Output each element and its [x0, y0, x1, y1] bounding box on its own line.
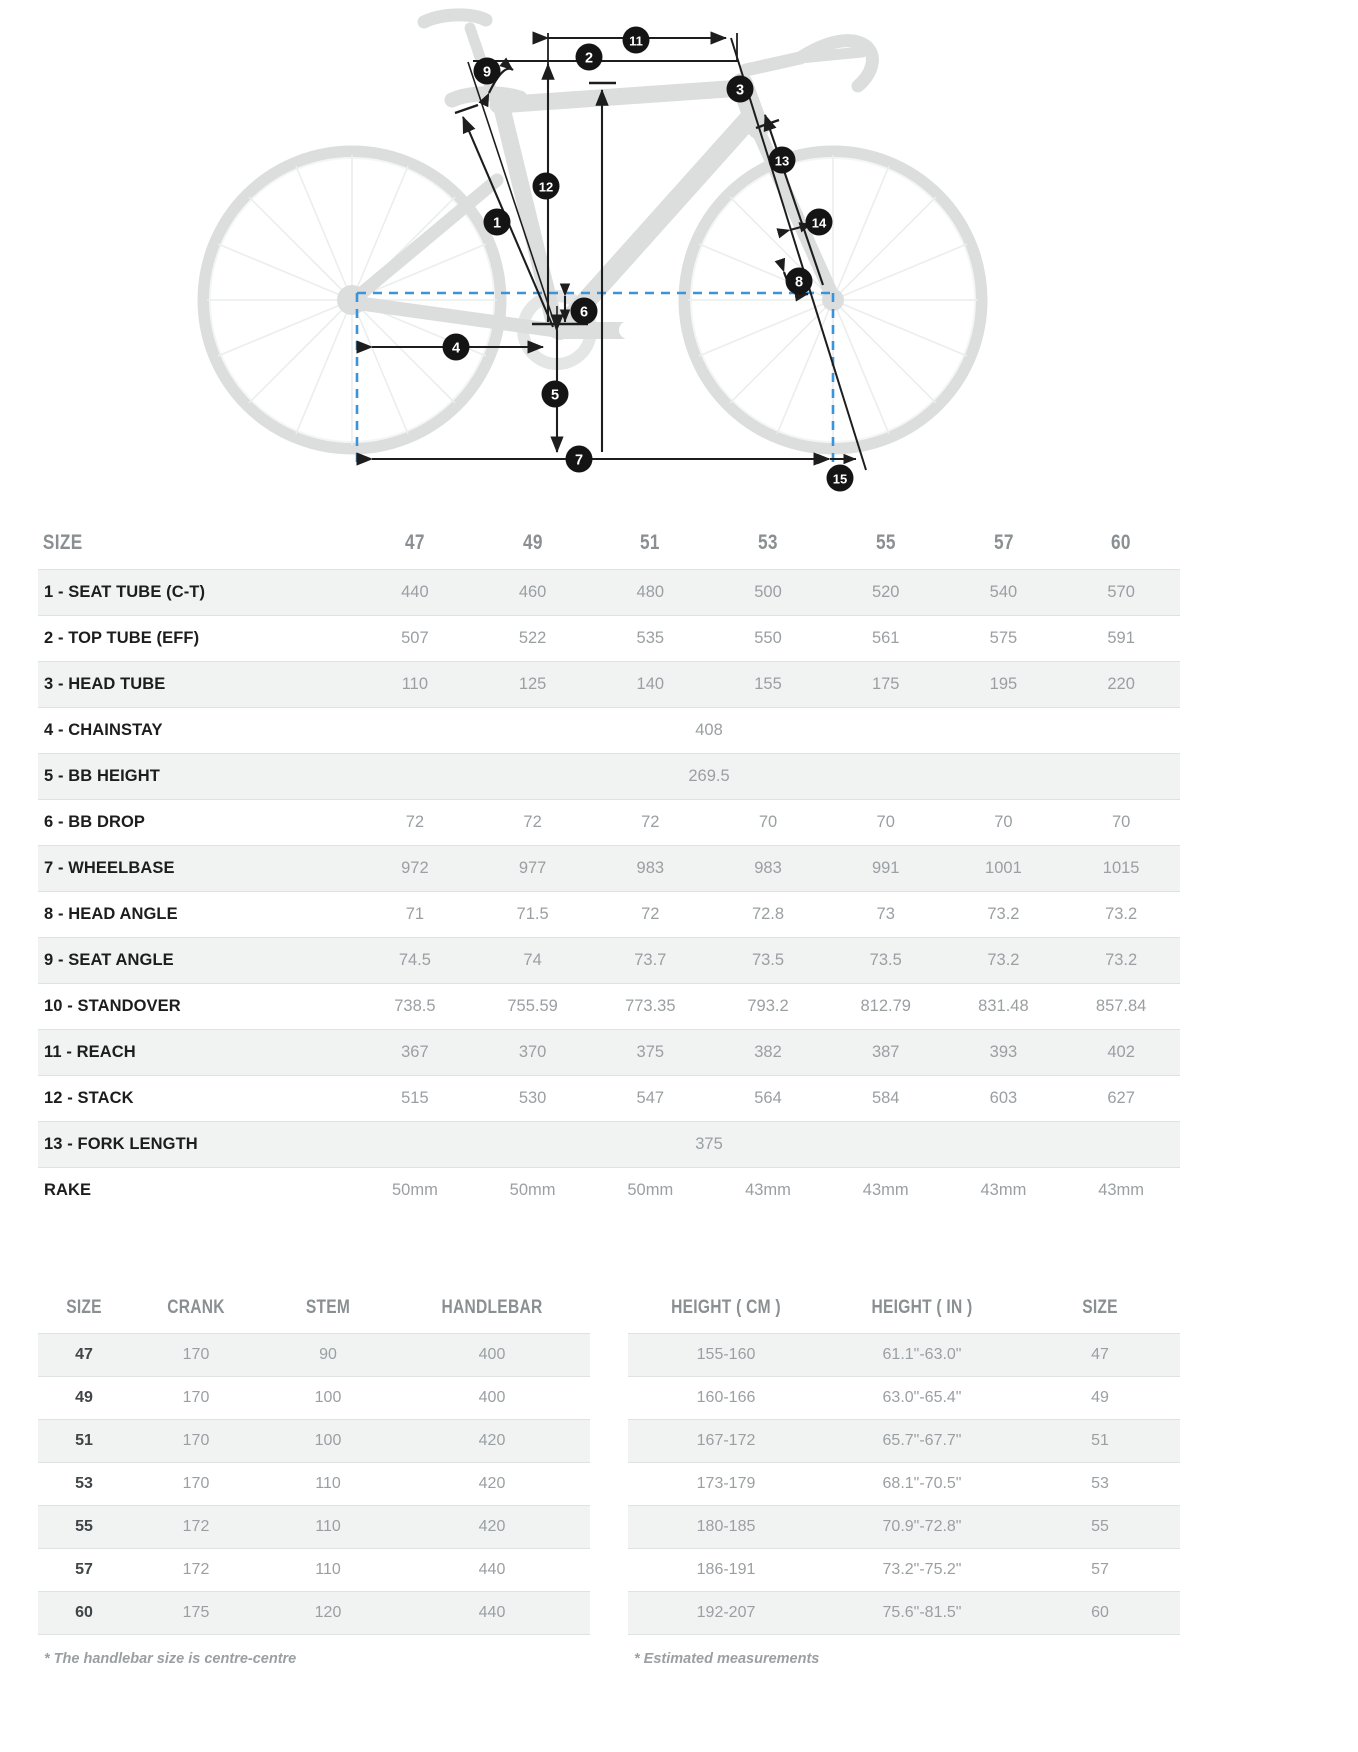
cell: 71.5 — [516, 905, 549, 923]
component-header-handlebar: HANDLEBAR — [441, 1297, 543, 1318]
cell-height-in: 70.9"-72.8" — [882, 1518, 962, 1535]
cell-height-cm: 180-185 — [696, 1518, 756, 1535]
cell: 983 — [636, 859, 665, 877]
row-label: 12 - STACK — [44, 1089, 134, 1107]
cell: 627 — [1107, 1089, 1135, 1107]
table-row — [628, 1506, 1180, 1549]
cell: 195 — [989, 675, 1018, 693]
cell: 530 — [518, 1089, 547, 1107]
cell: 43mm — [980, 1181, 1027, 1199]
callout-badge-3 — [727, 76, 754, 103]
table-row — [38, 846, 1180, 892]
cell: 738.5 — [394, 997, 436, 1015]
cell: 71 — [405, 905, 425, 923]
cell: 125 — [518, 675, 547, 693]
cell-height-in: 73.2"-75.2" — [882, 1561, 962, 1578]
cell: 175 — [871, 675, 900, 693]
row-label: 5 - BB HEIGHT — [44, 767, 160, 785]
cell: 73.5 — [869, 951, 902, 969]
callout-badge-5 — [542, 381, 569, 408]
geometry-table-header-row — [38, 515, 1180, 570]
cell: 220 — [1107, 675, 1135, 693]
cell: 70 — [876, 813, 895, 831]
table-row — [628, 1549, 1180, 1592]
cell-size: 51 — [75, 1432, 93, 1449]
cell-size: 60 — [1091, 1604, 1109, 1621]
cell-height-cm: 173-179 — [696, 1475, 756, 1492]
cell: 70 — [1111, 813, 1131, 831]
svg-text:8: 8 — [794, 274, 804, 291]
cell: 460 — [518, 583, 547, 601]
measure-fork-length — [765, 115, 823, 285]
row-label: RAKE — [44, 1181, 92, 1199]
component-header-crank: CRANK — [167, 1297, 225, 1318]
cell-height-in: 63.0"-65.4" — [882, 1389, 962, 1406]
table-row — [38, 662, 1180, 708]
cell-size: 47 — [1091, 1346, 1109, 1363]
table-row — [38, 800, 1180, 846]
cell: 1015 — [1102, 859, 1140, 877]
callout-badge-14 — [806, 209, 833, 236]
table-row — [38, 984, 1180, 1030]
row-label: 10 - STANDOVER — [44, 997, 181, 1015]
cell: 155 — [754, 675, 782, 693]
cell: 522 — [518, 629, 547, 647]
cell: 382 — [754, 1043, 782, 1061]
component-table-container — [38, 1291, 590, 1667]
cell: 550 — [754, 629, 782, 647]
cell-handlebar: 400 — [478, 1346, 506, 1363]
diagram-svg — [0, 0, 1358, 515]
cell-crank: 172 — [182, 1518, 210, 1535]
svg-text:3: 3 — [735, 82, 745, 99]
callout-badge-11 — [623, 27, 650, 54]
table-row — [38, 1076, 1180, 1122]
cell: 50mm — [391, 1181, 438, 1199]
cell: 983 — [754, 859, 782, 877]
table-row — [38, 938, 1180, 984]
cell-stem: 120 — [314, 1604, 342, 1621]
table-row — [38, 1463, 590, 1506]
cell-handlebar: 420 — [478, 1518, 506, 1535]
rider-table-header-row — [628, 1291, 1180, 1334]
cell: 73.2 — [987, 951, 1020, 969]
callout-badge-12 — [533, 173, 560, 200]
callout-badge-1 — [484, 209, 511, 236]
cell-size: 53 — [1091, 1475, 1109, 1492]
geometry-header-size-60: 60 — [1111, 531, 1132, 554]
cell: 375 — [636, 1043, 665, 1061]
callout-badge-8 — [786, 268, 813, 295]
table-row — [38, 1420, 590, 1463]
cell: 547 — [636, 1089, 665, 1107]
cell-height-in: 68.1"-70.5" — [882, 1475, 962, 1492]
cell: 73.2 — [1105, 951, 1138, 969]
cell: 72 — [641, 813, 660, 831]
cell: 74 — [523, 951, 542, 969]
cell-handlebar: 420 — [478, 1432, 506, 1449]
cell: 977 — [518, 859, 547, 877]
table-row — [38, 708, 1180, 754]
cell: 43mm — [1098, 1181, 1145, 1199]
row-label: 6 - BB DROP — [44, 813, 146, 831]
cell: 72.8 — [751, 905, 785, 923]
geometry-header-size: SIZE — [42, 531, 83, 554]
component-table-footnote: * The handlebar size is centre-centre — [44, 1651, 297, 1667]
measure-head-tube-axis — [731, 38, 866, 470]
cell-crank: 170 — [182, 1432, 210, 1449]
geometry-table-body — [38, 570, 1180, 1214]
geometry-header-size-55: 55 — [875, 531, 896, 554]
bottom-spacer — [0, 1667, 1358, 1689]
cell: 73.7 — [634, 951, 667, 969]
table-row — [38, 1549, 590, 1592]
cell: 991 — [871, 859, 900, 877]
bike-geometry-diagram — [0, 0, 1358, 515]
table-row — [38, 1592, 590, 1635]
cell-stem: 100 — [314, 1432, 342, 1449]
callout-badge-2 — [576, 44, 603, 71]
cell: 755.59 — [507, 997, 558, 1015]
geometry-header-size-47: 47 — [404, 531, 425, 554]
table-row — [38, 570, 1180, 616]
cell-size: 60 — [75, 1604, 93, 1621]
table-row — [38, 1506, 590, 1549]
cell-size: 57 — [75, 1561, 93, 1578]
row-label: 13 - FORK LENGTH — [44, 1135, 198, 1153]
cell-height-cm: 186-191 — [696, 1561, 756, 1578]
table-row — [628, 1420, 1180, 1463]
cell-height-cm: 155-160 — [696, 1346, 756, 1363]
cell: 793.2 — [747, 997, 789, 1015]
component-table-header-row — [38, 1291, 590, 1334]
table-row — [38, 1334, 590, 1377]
cell: 591 — [1107, 629, 1135, 647]
svg-text:13: 13 — [774, 153, 790, 169]
component-table-body — [38, 1334, 590, 1635]
cell-stem: 110 — [315, 1475, 341, 1492]
lower-tables — [0, 1213, 1358, 1667]
cell: 603 — [989, 1089, 1018, 1107]
cell: 367 — [401, 1043, 429, 1061]
component-header-size: SIZE — [66, 1297, 102, 1318]
table-row — [628, 1463, 1180, 1506]
cell: 387 — [871, 1043, 900, 1061]
cell-crank: 170 — [182, 1346, 210, 1363]
svg-text:7: 7 — [574, 452, 584, 469]
cell-handlebar: 420 — [478, 1475, 506, 1492]
row-label: 2 - TOP TUBE (EFF) — [44, 629, 200, 647]
geometry-header-size-53: 53 — [758, 531, 778, 554]
rider-table — [628, 1291, 1180, 1635]
rider-table-container — [628, 1291, 1180, 1667]
cell: 50mm — [509, 1181, 556, 1199]
cell-size: 55 — [75, 1518, 93, 1535]
cell-crank: 175 — [182, 1604, 210, 1621]
cell: 73 — [876, 905, 895, 923]
cell: 440 — [401, 583, 429, 601]
callout-badge-15 — [827, 465, 854, 492]
component-header-stem: STEM — [305, 1297, 351, 1318]
table-row — [38, 616, 1180, 662]
cell: 74.5 — [398, 951, 431, 969]
cell: 43mm — [745, 1181, 791, 1199]
cell: 1001 — [985, 859, 1022, 877]
row-label: 8 - HEAD ANGLE — [44, 905, 178, 923]
cell-size: 47 — [75, 1346, 93, 1363]
cell: 370 — [518, 1043, 547, 1061]
cell-height-in: 75.6"-81.5" — [882, 1604, 962, 1621]
cell: 70 — [994, 813, 1013, 831]
cell: 73.2 — [1105, 905, 1138, 923]
cell-stem: 110 — [315, 1518, 341, 1535]
cell-handlebar: 400 — [478, 1389, 506, 1406]
callout-badge-4 — [443, 334, 470, 361]
cell-size: 49 — [1091, 1389, 1109, 1406]
cell: 535 — [636, 629, 665, 647]
row-label: 1 - SEAT TUBE (C-T) — [44, 583, 206, 601]
cell: 540 — [989, 583, 1018, 601]
svg-text:1: 1 — [492, 215, 502, 232]
table-row — [38, 892, 1180, 938]
svg-text:9: 9 — [482, 64, 492, 81]
geometry-table — [38, 515, 1180, 1213]
table-row — [628, 1592, 1180, 1635]
cell: 831.48 — [978, 997, 1029, 1015]
rider-header-height-in: HEIGHT ( IN ) — [871, 1297, 973, 1318]
cell-stem: 90 — [319, 1346, 337, 1363]
table-row — [38, 1377, 590, 1420]
cell: 584 — [871, 1089, 900, 1107]
cell: 500 — [754, 583, 782, 601]
cell-handlebar: 440 — [478, 1604, 506, 1621]
cell: 857.84 — [1095, 997, 1147, 1015]
rider-header-height-cm: HEIGHT ( CM ) — [671, 1297, 781, 1318]
cell: 73.2 — [987, 905, 1020, 923]
cell-crank: 170 — [182, 1389, 210, 1406]
svg-text:6: 6 — [579, 304, 589, 321]
svg-text:2: 2 — [584, 50, 594, 67]
row-label: 4 - CHAINSTAY — [44, 721, 163, 739]
cell: 515 — [401, 1089, 429, 1107]
svg-text:14: 14 — [811, 215, 827, 231]
cell-crank: 172 — [182, 1561, 210, 1578]
bike-silhouette — [204, 15, 981, 448]
rider-header-size: SIZE — [1082, 1297, 1118, 1318]
table-gap — [590, 1291, 628, 1667]
row-label: 9 - SEAT ANGLE — [44, 951, 174, 969]
cell: 520 — [871, 583, 900, 601]
callout-badge-6 — [571, 298, 598, 325]
cell: 564 — [754, 1089, 782, 1107]
cell-height-cm: 160-166 — [696, 1389, 756, 1406]
callout-badge-7 — [566, 446, 593, 473]
svg-text:11: 11 — [629, 33, 643, 49]
cell-stem: 110 — [315, 1561, 341, 1578]
cell-size: 55 — [1091, 1518, 1109, 1535]
cell-size: 53 — [75, 1475, 93, 1492]
cell-height-cm: 192-207 — [696, 1604, 756, 1621]
table-row — [628, 1377, 1180, 1420]
cell: 72 — [523, 813, 542, 831]
callout-badge-9 — [474, 58, 501, 85]
cell-handlebar: 440 — [478, 1561, 506, 1578]
cell-span: 269.5 — [688, 767, 730, 785]
rider-table-footnote: * Estimated measurements — [634, 1651, 820, 1667]
cell: 507 — [401, 629, 429, 647]
row-label: 11 - REACH — [44, 1043, 136, 1061]
cell-span: 408 — [695, 721, 723, 739]
cell: 72 — [405, 813, 425, 831]
cell: 70 — [758, 813, 778, 831]
cell: 561 — [871, 629, 900, 647]
cell: 72 — [641, 905, 660, 923]
svg-text:12: 12 — [538, 179, 554, 195]
geometry-table-container — [0, 515, 1358, 1213]
callout-badge-13 — [769, 147, 796, 174]
cell: 110 — [401, 675, 429, 693]
cell-size: 57 — [1091, 1561, 1109, 1578]
component-table — [38, 1291, 590, 1635]
geometry-header-size-51: 51 — [640, 531, 661, 554]
rider-table-body — [628, 1334, 1180, 1635]
table-row — [38, 1168, 1180, 1214]
cell: 43mm — [862, 1181, 909, 1199]
table-row — [38, 1122, 1180, 1168]
cell-span: 375 — [695, 1135, 723, 1153]
svg-text:4: 4 — [451, 340, 461, 357]
cell: 402 — [1107, 1043, 1135, 1061]
cell-crank: 170 — [182, 1475, 210, 1492]
cell-height-cm: 167-172 — [696, 1432, 756, 1449]
cell: 393 — [989, 1043, 1018, 1061]
row-label: 3 - HEAD TUBE — [44, 675, 166, 693]
geometry-header-size-57: 57 — [993, 531, 1014, 554]
row-label: 7 - WHEELBASE — [44, 859, 175, 877]
cell: 73.5 — [751, 951, 785, 969]
svg-text:15: 15 — [832, 471, 848, 487]
cell-size: 49 — [75, 1389, 93, 1406]
cell: 570 — [1107, 583, 1135, 601]
table-row — [628, 1334, 1180, 1377]
cell-height-in: 61.1"-63.0" — [882, 1346, 962, 1363]
cell-stem: 100 — [314, 1389, 342, 1406]
geometry-header-size-49: 49 — [522, 531, 543, 554]
cell: 575 — [989, 629, 1018, 647]
svg-text:5: 5 — [550, 387, 560, 404]
cell: 773.35 — [625, 997, 676, 1015]
cell: 140 — [636, 675, 665, 693]
cell: 812.79 — [860, 997, 911, 1015]
table-row — [38, 754, 1180, 800]
cell-height-in: 65.7"-67.7" — [882, 1432, 962, 1449]
cell: 50mm — [627, 1181, 674, 1199]
cell: 480 — [636, 583, 665, 601]
cell-size: 51 — [1091, 1432, 1109, 1449]
cell: 972 — [401, 859, 429, 877]
table-row — [38, 1030, 1180, 1076]
